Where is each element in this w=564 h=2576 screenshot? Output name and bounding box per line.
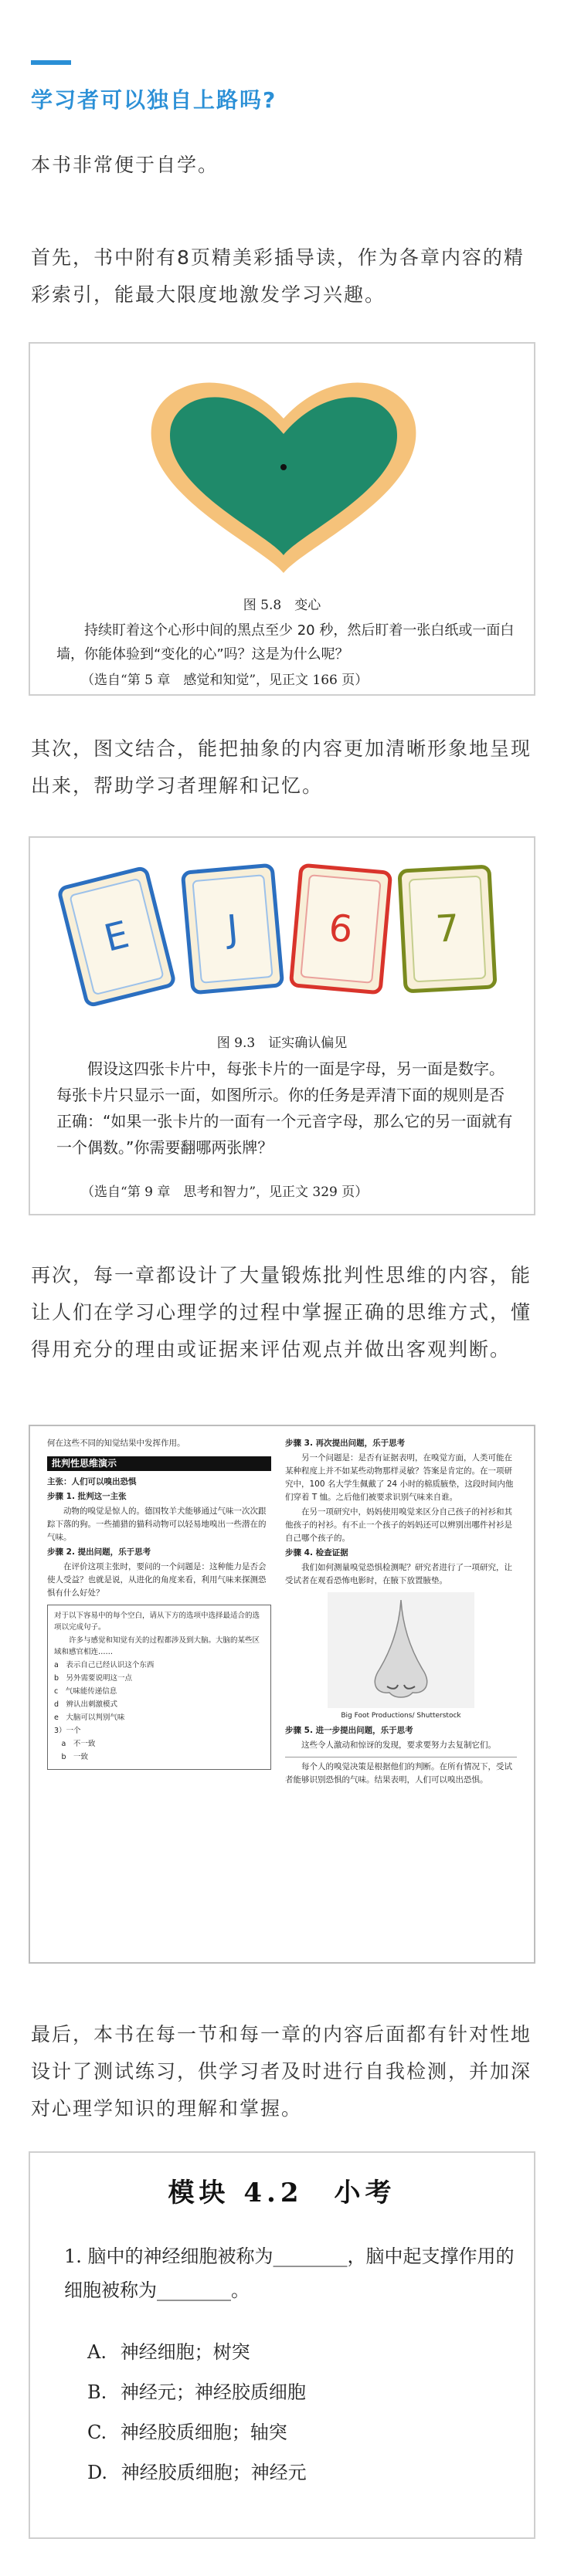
quiz-option-d[interactable] — [87, 2457, 307, 2484]
illustration-paragraph: 其次，图文结合，能把抽象的内容更加清晰形象地呈现出来，帮助学习者理解和记忆。 — [31, 737, 532, 797]
page-quiz-option: b 另外需要说明这一点 — [54, 1674, 133, 1683]
book-page-right-column — [285, 1437, 517, 1788]
module-quiz-box — [29, 2151, 535, 2539]
step3-text-continued: 在另一项研究中，妈妈使用嗅觉来区分自己孩子的衬衫和其他孩子的衬衫。有不止一个孩子的妈妈还可以辨别出哪件衬衫是自己哪个孩子的。 — [285, 1507, 512, 1543]
step5-text: 这些令人激动和惊讶的发现，要求要努力去复制它们。 — [301, 1740, 496, 1750]
quiz-option-c[interactable] — [87, 2417, 287, 2444]
page-quiz-option: e 大脑可以判别气味 — [54, 1713, 125, 1722]
card-6 — [290, 865, 390, 993]
step3-heading: 步骤 3. 再次提出问题，乐于思考 — [285, 1439, 406, 1448]
page-quiz-choice: b 一致 — [61, 1753, 89, 1761]
step4-text: 我们如何测量嗅觉恐惧检测呢？研究者进行了一项研究，让受试者在观看恐怖电影时，在腋下放置腋垫。 — [285, 1563, 512, 1585]
page-quiz-option: d 辨认出刺激模式 — [54, 1700, 118, 1709]
figure-description: 持续盯着这个心形中间的黑点至少 20 秒，然后盯着一张白纸或一面白墙，你能体验到“变化的心”吗？这是为什么呢？ — [56, 622, 515, 663]
figure-heart-box — [29, 342, 535, 696]
card-number-7: 7 — [434, 907, 460, 951]
step1-heading: 步骤 1. 批判这一主张 — [47, 1492, 127, 1501]
option-letter: B. — [87, 2381, 107, 2403]
option-letter: D. — [87, 2462, 108, 2483]
quiz-option-a[interactable] — [87, 2337, 250, 2364]
figure-cards-box — [29, 836, 535, 1215]
figure-caption: 图 5.8 变心 — [243, 598, 321, 613]
step3-text: 另一个问题是：是否有证据表明，在嗅觉方面，人类可能在某种程度上并不如某些动物那样灵敏？答案是肯定的。在一项研究中，100 名大学生佩戴了 24 小时的棉质腋垫，这段时间内他们穿着 T 恤。之后他们被要求识别气味来自谁。 — [285, 1453, 514, 1502]
card-number-6: 6 — [327, 906, 355, 952]
step5-heading: 步骤 5. 进一步提出问题，乐于思考 — [285, 1726, 413, 1735]
heart-illustration — [30, 353, 535, 585]
card-letter-e: E — [100, 913, 134, 961]
figure-caption: 图 9.3 证实确认偏见 — [216, 1035, 348, 1051]
page-end-text: 每个人的嗅觉决策是根据他们的判断。在所有情况下，受试者能够识别恐惧的气味。结果表明，人们可以嗅出恐惧。 — [285, 1762, 512, 1785]
option-text: 神经元；神经胶质细胞 — [120, 2381, 306, 2403]
section-title: 学习者可以独自上路吗? — [31, 87, 277, 113]
step2-heading: 步骤 2. 提出问题，乐于思考 — [47, 1547, 151, 1557]
option-text: 神经细胞；树突 — [120, 2341, 250, 2363]
option-text: 神经胶质细胞；神经元 — [121, 2462, 307, 2483]
photo-credit: Big Foot Productions/ Shutterstock — [341, 1712, 461, 1720]
quiz-question: 1. 脑中的神经细胞被称为________，脑中起支撑作用的细胞被称为________。 — [64, 2246, 515, 2301]
figure-source: （选自“第 5 章 感觉和知觉”，见正文 166 页） — [81, 673, 369, 688]
step2-text: 在评价这项主张时，要问的一个问题是：这种能力是否会使人受益？也就是说，从进化的角度来看，利用气味来探测恐惧有什么好处？ — [47, 1562, 267, 1598]
title-accent-bar — [31, 60, 71, 65]
step4-heading: 步骤 4. 检查证据 — [285, 1548, 348, 1557]
page-quiz-choice: a 不一致 — [61, 1740, 96, 1748]
page-quiz-text: 许多与感觉和知觉有关的过程都涉及到大脑。大脑的某些区域和感官相连…… — [54, 1636, 260, 1656]
book-page-left-column — [47, 1437, 271, 1770]
nose-photo — [285, 1592, 517, 1708]
heart-center-dot — [280, 464, 287, 470]
page-quiz-choice: 3）一个 — [54, 1727, 81, 1735]
intro-paragraph: 本书非常便于自学。 — [31, 154, 219, 176]
option-text: 神经胶质细胞；轴突 — [120, 2422, 287, 2443]
option-letter: A. — [87, 2341, 107, 2363]
figure-description: 假设这四张卡片中，每张卡片的一面是字母，另一面是数字。每张卡片只显示一面，如图所示。你的任务是弄清下面的规则是否正确：“如果一张卡片的一面有一个元音字母，那么它的另一面就有一个偶数。”你需要翻哪两张牌？ — [56, 1059, 513, 1157]
page-intro-text: 何在这些不同的知觉结果中发挥作用。 — [47, 1439, 185, 1448]
card-e — [59, 867, 175, 1005]
figure-source: （选自“第 9 章 思考和智力”，见正文 329 页） — [81, 1185, 369, 1200]
card-j — [182, 865, 282, 993]
card-letter-j: J — [225, 907, 240, 951]
page-quiz-box — [47, 1605, 271, 1770]
claim-heading: 主张：人们可以嗅出恐惧 — [47, 1477, 137, 1486]
quiz-option-b[interactable] — [87, 2377, 306, 2404]
page-quiz-option: c 气味能传递信息 — [54, 1687, 117, 1696]
page-quiz-intro: 对于以下容易中的每个空白，请从下方的选项中选择最适合的选项以完成句子。 — [54, 1612, 260, 1632]
option-letter: C. — [87, 2422, 107, 2443]
self-test-paragraph: 最后，本书在每一节和每一章的内容后面都有针对性地设计了测试练习，供学习者及时进行自我检测，并加深对心理学知识的理解和掌握。 — [31, 2023, 532, 2120]
book-page-box — [29, 1425, 535, 1964]
step1-text: 动物的嗅觉是惊人的。德国牧羊犬能够通过气味一次次跟踪下落的狗。一些捕猎的猫科动物可以轻易地嗅出一些潜在的气味。 — [47, 1507, 267, 1542]
page-quiz-option: a 表示自己已经认识这个东西 — [54, 1661, 155, 1669]
color-insert-paragraph: 首先，书中附有8页精美彩插导读，作为各章内容的精彩索引，能最大限度地激发学习兴趣。 — [31, 246, 525, 306]
card-7 — [399, 866, 495, 991]
quiz-title: 模块 4.2 小考 — [168, 2178, 396, 2208]
critical-thinking-bar: 批判性思维演示 — [47, 1456, 271, 1471]
critical-thinking-paragraph: 再次，每一章都设计了大量锻炼批判性思维的内容，能让人们在学习心理学的过程中掌握正确的思维方式，懂得用充分的理由或证据来评估观点并做出客观判断。 — [31, 1264, 532, 1361]
cards-illustration — [30, 838, 535, 1031]
